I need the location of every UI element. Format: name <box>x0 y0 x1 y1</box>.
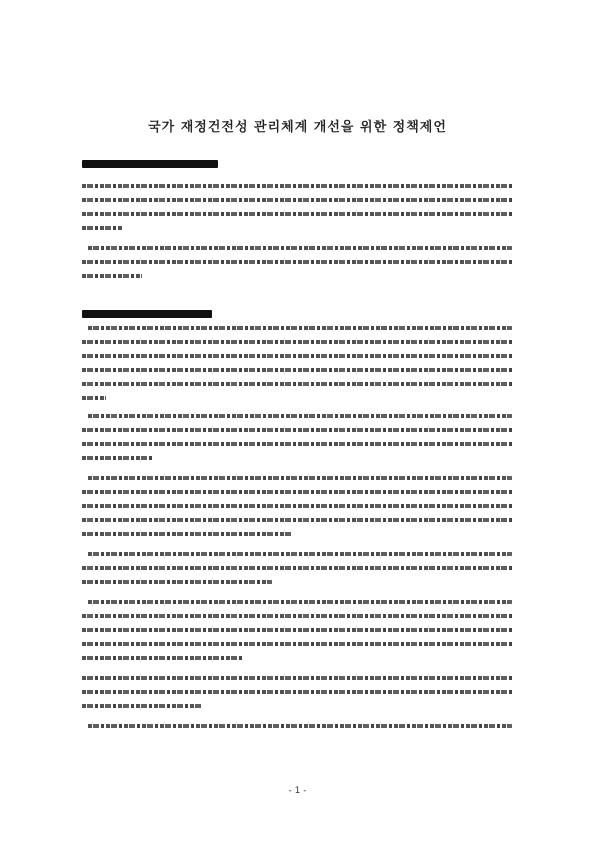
section-heading-2 <box>82 310 212 318</box>
text-line <box>82 442 512 446</box>
text-line <box>82 198 512 202</box>
text-line <box>88 552 512 556</box>
text-line <box>82 690 512 694</box>
text-line <box>82 260 512 264</box>
text-line <box>82 704 202 708</box>
text-line <box>88 476 512 480</box>
text-line <box>82 628 512 632</box>
text-line <box>82 580 272 584</box>
text-line <box>82 490 512 494</box>
text-line <box>82 354 512 358</box>
text-line <box>82 212 512 216</box>
text-line <box>88 414 512 418</box>
text-line <box>82 642 512 646</box>
section-heading-1 <box>82 160 218 168</box>
text-line <box>88 246 512 250</box>
text-line <box>88 724 512 728</box>
text-line <box>88 326 512 330</box>
text-line <box>82 656 242 660</box>
text-line <box>82 518 512 522</box>
text-line <box>82 532 292 536</box>
text-line <box>82 382 512 386</box>
text-line <box>82 428 512 432</box>
text-line <box>82 184 512 188</box>
text-line <box>82 676 512 680</box>
text-line <box>82 396 106 400</box>
text-line <box>82 566 512 570</box>
text-line <box>82 504 512 508</box>
text-line <box>82 226 122 230</box>
text-line <box>88 600 512 604</box>
text-line <box>82 456 152 460</box>
page-number: - 1 - <box>288 786 307 796</box>
document-title: 국가 재정건전성 관리체계 개선을 위한 정책제언 <box>148 120 447 135</box>
text-line <box>82 274 142 278</box>
text-line <box>82 614 512 618</box>
text-line <box>82 340 512 344</box>
text-line <box>82 368 512 372</box>
